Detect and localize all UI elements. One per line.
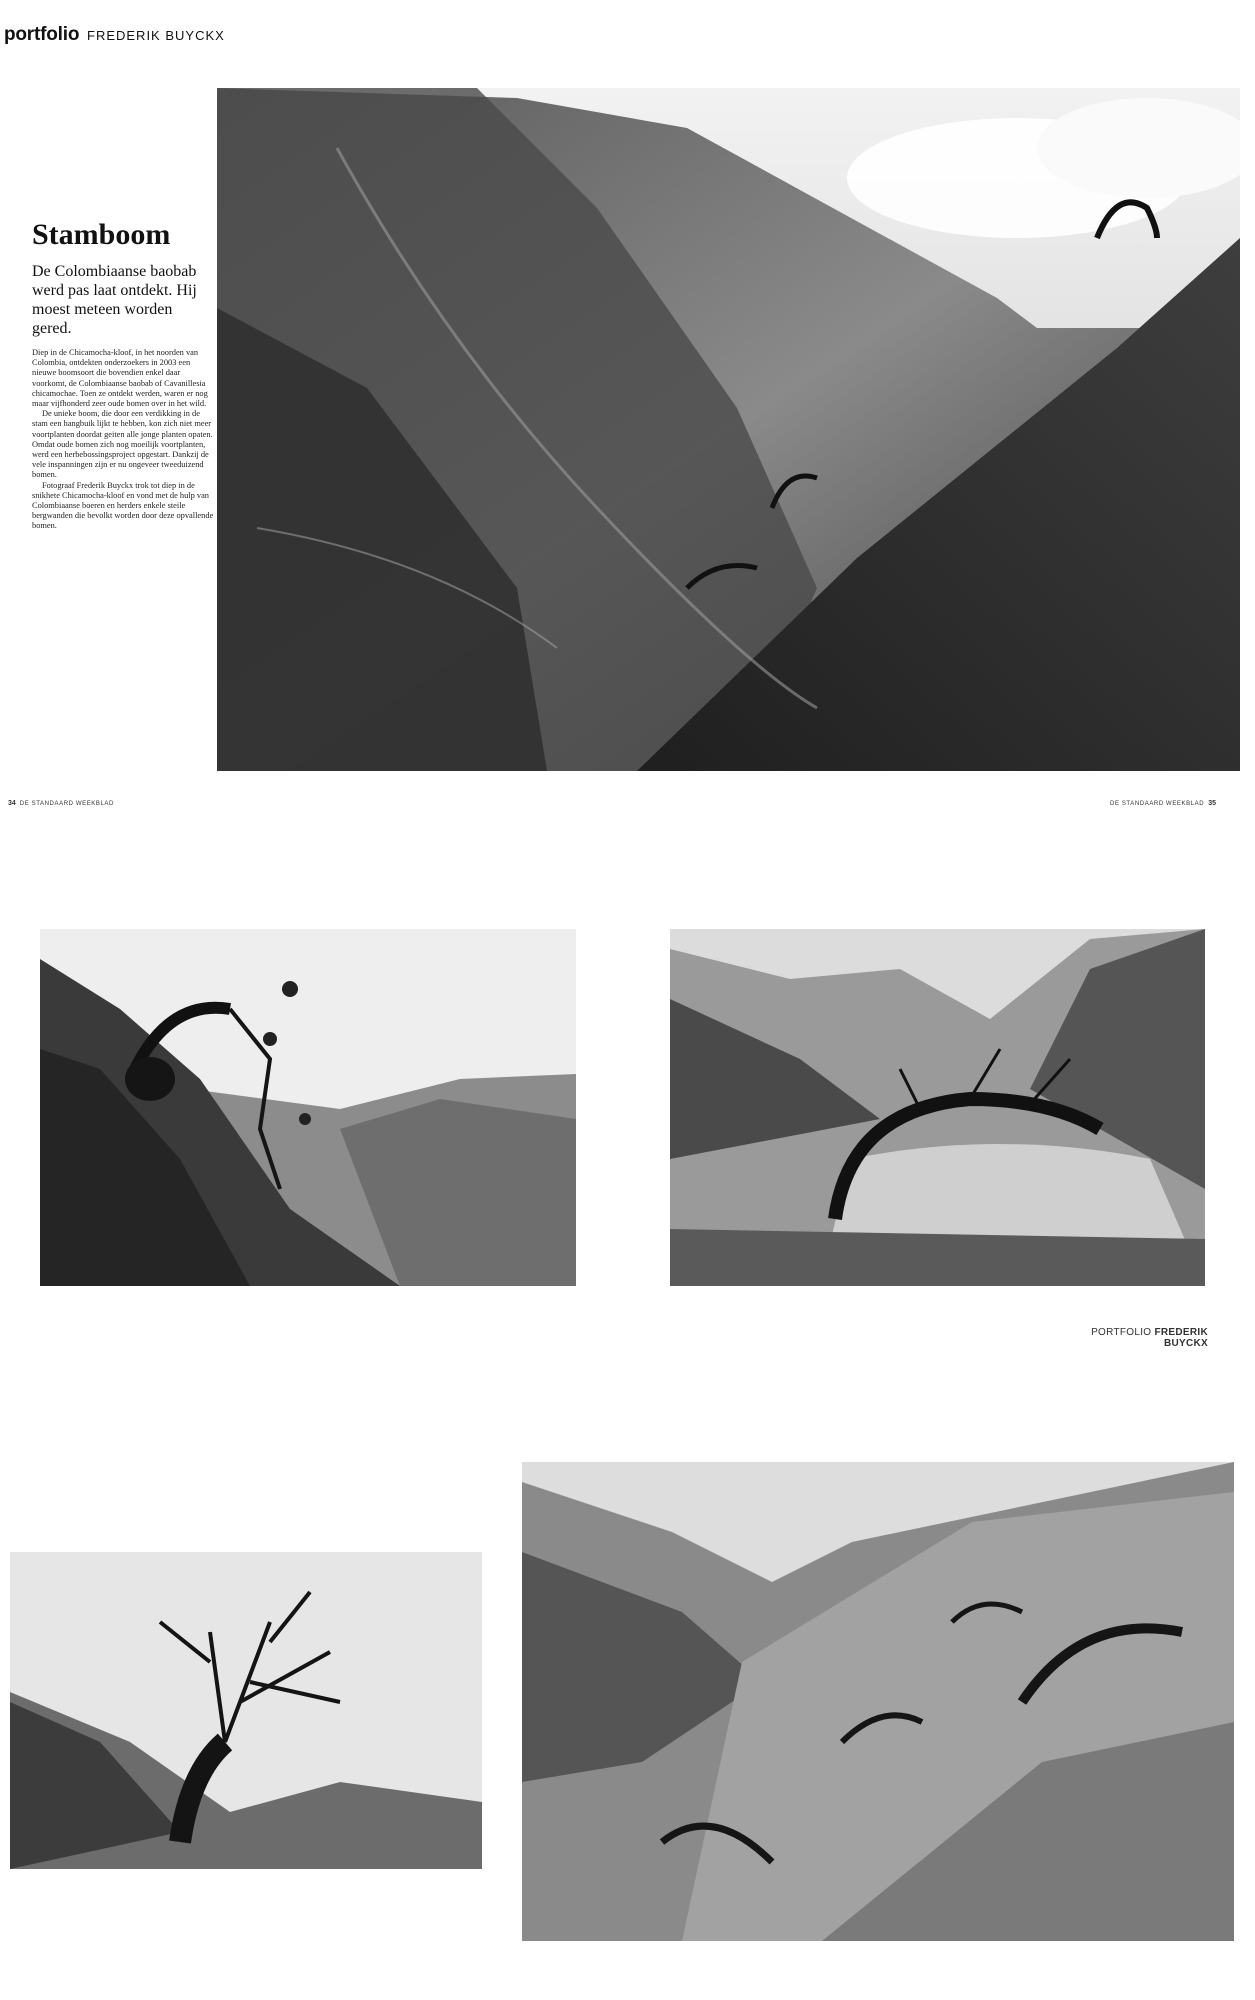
body-paragraph-3: Fotograaf Frederik Buyckx trok tot diep in de snikhete Chicamocha-kloof en vond met de hulp van Colombiaanse boeren en herders enkele steile bergwanden die bevolkt worden door deze opvallende bomen. <box>32 480 214 531</box>
section-label: portfolio <box>4 24 80 45</box>
main-photo-canvas <box>217 88 1240 771</box>
photo-baobab-slope <box>40 929 576 1286</box>
body-paragraph-2: De unieke boom, die door een verdikking in de stam een hangbuik lijkt te hebben, kon zich niet meer voortplanten doordat geiten alle jonge planten opaten. Omdat oude bomen zich nog moeilijk voortplanten, werd een herbebossingsproject opgestart. Dankzij de vele inspanningen zijn er nu ongeveer tweeduizend bomen. <box>32 409 213 480</box>
page-number-left: 34 <box>8 800 16 807</box>
article-subtitle: De Colombiaanse baobab werd pas laat ontdekt. Hij moest meteen worden gered. <box>32 263 197 337</box>
main-photo-canyon <box>217 88 1240 771</box>
photo-baobab-sky-canvas <box>10 1552 482 1869</box>
photo-baobab-hillside <box>522 1462 1234 1941</box>
publication-name-left: DE STANDAARD WEEKBLAD <box>19 801 114 807</box>
page-number-right: 35 <box>1208 800 1216 807</box>
photo-baobab-hillside-canvas <box>522 1462 1234 1941</box>
photographer-name: FREDERIK BUYCKX <box>87 28 225 43</box>
article-title: Stamboom <box>32 218 171 251</box>
folio-left <box>4 800 114 807</box>
credit-photographer: FREDERIK BUYCKX <box>1154 1327 1208 1349</box>
photo-baobab-slope-canvas <box>40 929 576 1286</box>
photo-baobab-riverbed-canvas <box>670 929 1205 1286</box>
publication-name-right: DE STANDAARD WEEKBLAD <box>1110 801 1205 807</box>
article-body <box>32 348 214 532</box>
photo-baobab-riverbed <box>670 929 1205 1286</box>
body-paragraph-1: Diep in de Chicamocha-kloof, in het noorden van Colombia, ontdekten onderzoekers in 2003 een nieuwe boomsoort die bovendien enkel daar voorkomt, de Colombiaanse baobab of Cavanillesia chicamochae. Toen ze ontdekt werden, waren er nog maar vijfhonderd zeer oude bomen over in het wild. <box>32 348 208 409</box>
portfolio-credit <box>1048 1327 1208 1349</box>
folio-right <box>1110 800 1220 807</box>
credit-section: PORTFOLIO <box>1091 1327 1152 1338</box>
photo-baobab-sky <box>10 1552 482 1869</box>
